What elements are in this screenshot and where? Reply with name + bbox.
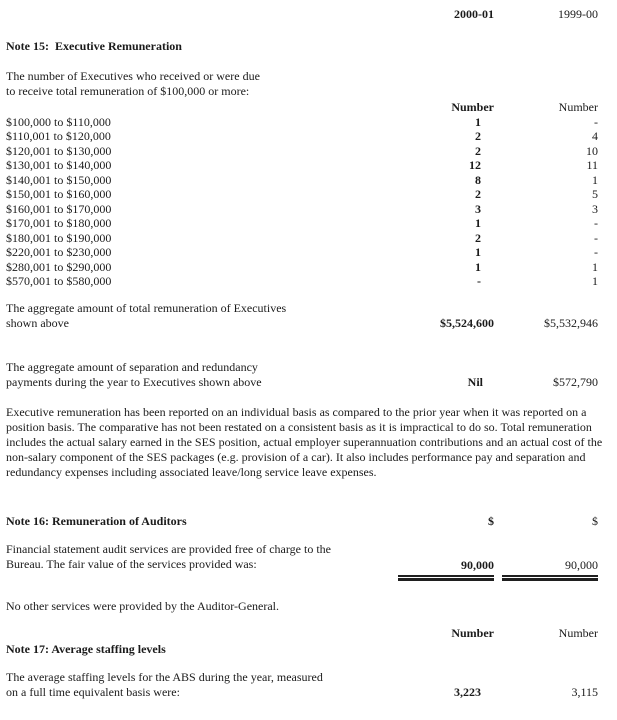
band-value-current: - xyxy=(477,274,481,288)
note15-col-header-prior: Number xyxy=(558,100,598,114)
audit-fee-value-current: 90,000 xyxy=(461,557,494,572)
note17-title: Note 17: Average staffing levels xyxy=(6,642,166,656)
band-row xyxy=(6,216,598,231)
band-row xyxy=(6,158,598,173)
band-row xyxy=(6,202,598,217)
note16-header-row xyxy=(6,514,598,529)
aggregate-value-prior: $5,532,946 xyxy=(544,315,598,330)
band-value-prior: 1 xyxy=(592,274,598,288)
note15-intro-line2: to receive total remuneration of $100,000 or more: xyxy=(6,84,250,98)
band-label: $280,001 to $290,000 xyxy=(6,259,112,274)
band-label: $180,001 to $190,000 xyxy=(6,230,112,245)
aggregate-remuneration-row xyxy=(6,301,598,331)
band-value-current: 2 xyxy=(475,129,481,143)
band-value-current: 2 xyxy=(475,143,481,158)
band-row xyxy=(6,173,598,188)
band-row xyxy=(6,245,598,260)
note15-title: Note 15: Executive Remuneration xyxy=(6,39,182,53)
band-row xyxy=(6,129,598,144)
staffing-label-line1: The average staffing levels for the ABS during the year, measured xyxy=(6,670,323,684)
band-value-prior: - xyxy=(594,114,598,129)
band-row xyxy=(6,187,598,202)
band-label: $100,000 to $110,000 xyxy=(6,114,111,129)
note16-col-header-current: $ xyxy=(488,513,494,528)
band-label: $570,001 to $580,000 xyxy=(6,274,112,288)
separation-value-prior: $572,790 xyxy=(553,374,598,389)
note15-col-header-current: Number xyxy=(451,100,494,114)
audit-fee-label-line1: Financial statement audit services are provided free of charge to the xyxy=(6,541,331,556)
band-value-prior: 10 xyxy=(586,143,598,158)
note16-col-header-prior: $ xyxy=(592,513,598,528)
note17-column-header-row xyxy=(6,626,598,641)
band-value-prior: - xyxy=(594,245,598,259)
note15-intro xyxy=(6,69,598,99)
staffing-label-line2: on a full time equivalent basis were: xyxy=(6,685,180,699)
band-value-current: 8 xyxy=(475,172,481,187)
band-label: $140,001 to $150,000 xyxy=(6,172,112,187)
separation-label-line1: The aggregate amount of separation and redundancy xyxy=(6,359,258,374)
note17-col-header-current: Number xyxy=(451,625,494,640)
aggregate-label-line1: The aggregate amount of total remuneration of Executives xyxy=(6,300,287,315)
band-label: $130,001 to $140,000 xyxy=(6,158,112,172)
band-value-current: 1 xyxy=(475,259,481,274)
double-underline xyxy=(502,575,598,581)
band-value-prior: 4 xyxy=(592,129,598,143)
double-underline xyxy=(398,575,494,581)
band-value-prior: 3 xyxy=(592,201,598,216)
band-label: $110,001 to $120,000 xyxy=(6,129,111,143)
band-label: $120,001 to $130,000 xyxy=(6,143,112,158)
year-header-row xyxy=(6,7,598,22)
note15-explanatory-paragraph: Executive remuneration has been reported on an individual basis as compared to the prior year when it was reported on a position basis. The comparative has not been restated on a consistent basis as it is impractical to do so. Total remuneration includes the actual salary earned in the SES position, actual employer superannuation contributions and an actual cost of the non-salary component of the SES packages (e.g. provision of a car). It also includes performance pay and separation and redundancy expenses including associated leave/long service leave expenses. xyxy=(6,404,603,479)
year-current-header: 2000-01 xyxy=(454,7,494,21)
note17-col-header-prior: Number xyxy=(558,625,598,640)
audit-fee-label-line2: Bureau. The fair value of the services provided was: xyxy=(6,556,257,571)
band-value-prior: - xyxy=(594,230,598,245)
band-row xyxy=(6,260,598,275)
separation-payments-row xyxy=(6,360,598,390)
band-value-prior: 1 xyxy=(592,259,598,274)
band-row xyxy=(6,274,598,289)
note15-intro-line1: The number of Executives who received or were due xyxy=(6,69,260,83)
staffing-value-current: 3,223 xyxy=(454,685,481,699)
staffing-levels-row xyxy=(6,670,598,700)
separation-label-line2: payments during the year to Executives shown above xyxy=(6,374,262,389)
band-value-prior: 11 xyxy=(586,158,598,172)
band-value-prior: 1 xyxy=(592,172,598,187)
no-other-services-text: No other services were provided by the Auditor-General. xyxy=(6,598,279,613)
separation-value-current: Nil xyxy=(467,374,483,389)
band-label: $170,001 to $180,000 xyxy=(6,216,112,230)
staffing-value-prior: 3,115 xyxy=(571,685,598,699)
band-row xyxy=(6,231,598,246)
band-row xyxy=(6,144,598,159)
band-row xyxy=(6,115,598,130)
band-value-current: 3 xyxy=(475,201,481,216)
note15-column-header-row xyxy=(6,100,598,115)
band-value-current: 1 xyxy=(475,216,481,230)
audit-fee-value-prior: 90,000 xyxy=(565,557,598,572)
band-value-current: 2 xyxy=(475,187,481,201)
band-value-current: 12 xyxy=(469,158,481,172)
band-label: $220,001 to $230,000 xyxy=(6,245,112,259)
band-label: $150,001 to $160,000 xyxy=(6,187,112,201)
band-value-current: 1 xyxy=(475,114,481,129)
band-value-current: 1 xyxy=(475,245,481,259)
band-value-current: 2 xyxy=(475,230,481,245)
band-value-prior: 5 xyxy=(592,187,598,201)
aggregate-value-current: $5,524,600 xyxy=(440,315,494,330)
band-label: $160,001 to $170,000 xyxy=(6,201,112,216)
audit-fee-row xyxy=(6,542,598,572)
aggregate-label-line2: shown above xyxy=(6,315,69,330)
band-value-prior: - xyxy=(594,216,598,230)
note16-title: Note 16: Remuneration of Auditors xyxy=(6,513,187,528)
year-prior-header: 1999-00 xyxy=(558,7,598,21)
